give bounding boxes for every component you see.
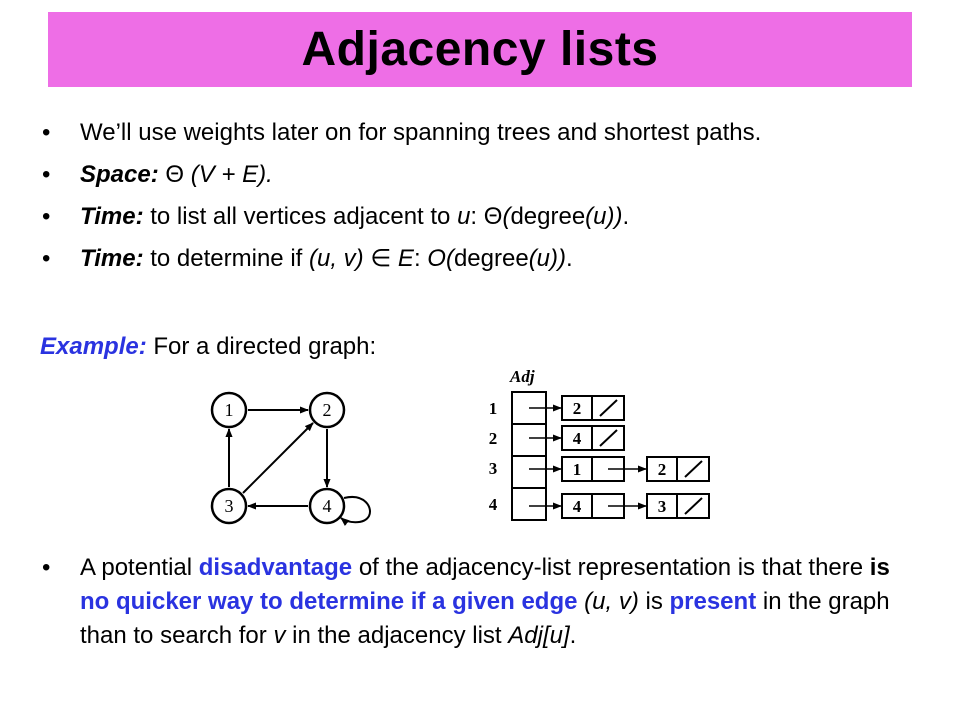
period: . bbox=[566, 245, 573, 272]
separator: : bbox=[470, 203, 484, 230]
adj-index: 1 bbox=[488, 399, 498, 418]
directed-graph bbox=[212, 393, 370, 523]
degree-arg: (u)) bbox=[528, 245, 567, 272]
title-banner bbox=[48, 12, 912, 87]
space-complexity: (V + E). bbox=[184, 161, 273, 188]
example-label: Example: bbox=[40, 333, 147, 360]
node-value: 4 bbox=[572, 497, 582, 516]
bullet-time-list bbox=[40, 200, 920, 234]
edge-pair: (u, v) bbox=[584, 588, 639, 615]
period: . bbox=[569, 622, 577, 649]
highlight-present: present bbox=[669, 588, 757, 615]
vertex-2 bbox=[310, 393, 344, 427]
element-of-symbol: ∈ bbox=[363, 245, 398, 272]
bullet-space bbox=[40, 158, 920, 192]
bullet-dot: • bbox=[42, 161, 51, 188]
var-u: u bbox=[457, 203, 471, 230]
time-label: Time: bbox=[80, 203, 144, 230]
text-fragment: of the adjacency-list representation is that there bbox=[352, 554, 870, 581]
edge-set: E bbox=[397, 245, 414, 272]
adj-index: 2 bbox=[488, 429, 498, 448]
bullet-disadvantage-body bbox=[40, 551, 920, 653]
highlight-is: is bbox=[869, 554, 890, 581]
text-fragment: in the graph than to search for bbox=[80, 588, 890, 649]
bullet-dot: • bbox=[42, 245, 51, 272]
list-node bbox=[647, 494, 709, 518]
edge-4-4-loop bbox=[341, 497, 370, 522]
adj-index: 3 bbox=[488, 459, 498, 478]
vertex-3 bbox=[212, 489, 246, 523]
node-value: 3 bbox=[657, 497, 667, 516]
node-value: 1 bbox=[572, 460, 582, 479]
node-value: 2 bbox=[657, 460, 667, 479]
degree-text: degree bbox=[510, 203, 586, 230]
var-v: v bbox=[273, 622, 286, 649]
bullet-disadvantage bbox=[40, 551, 920, 661]
degree-arg: (u)) bbox=[585, 203, 623, 230]
edge-3-2 bbox=[243, 423, 313, 493]
example-line bbox=[40, 330, 376, 364]
vertex-label: 2 bbox=[322, 400, 332, 420]
degree-text: degree bbox=[453, 245, 529, 272]
vertex-label: 4 bbox=[322, 496, 332, 516]
bullet-text: We’ll use weights later on for spanning trees and shortest paths. bbox=[80, 119, 762, 146]
text-fragment: in the adjacency list bbox=[285, 622, 509, 649]
bullet-weights bbox=[40, 116, 920, 150]
bullet-dot: • bbox=[42, 119, 51, 146]
node-value: 4 bbox=[572, 429, 582, 448]
theta-symbol: Θ bbox=[165, 161, 185, 188]
vertex-1 bbox=[212, 393, 246, 427]
list-node bbox=[647, 457, 709, 481]
highlight-no-quicker: no quicker way to determine if a given edge bbox=[80, 588, 578, 615]
text-fragment: is bbox=[638, 588, 670, 615]
vertex-label: 1 bbox=[224, 400, 234, 420]
time-text: to list all vertices adjacent to bbox=[143, 203, 458, 230]
graph-figure bbox=[195, 368, 735, 533]
vertex-4 bbox=[310, 489, 344, 523]
bullet-dot: • bbox=[42, 203, 51, 230]
time-text: to determine if bbox=[143, 245, 309, 272]
bullet-time-determine bbox=[40, 242, 920, 276]
edge-pair: (u, v) bbox=[309, 245, 364, 272]
adjacency-list bbox=[489, 368, 709, 520]
space-label: Space: bbox=[80, 161, 159, 188]
text-fragment: A potential bbox=[80, 554, 199, 581]
open-paren: ( bbox=[502, 203, 511, 230]
highlight-disadvantage: disadvantage bbox=[198, 554, 353, 581]
theta-symbol: Θ bbox=[483, 203, 503, 230]
separator: : bbox=[413, 245, 428, 272]
adj-index: 4 bbox=[488, 495, 498, 514]
big-o: O( bbox=[427, 245, 454, 272]
bullet-dot: • bbox=[42, 554, 51, 581]
time-label: Time: bbox=[80, 245, 144, 272]
adj-index-u: [u] bbox=[542, 622, 570, 649]
list-node bbox=[562, 396, 624, 420]
example-text: For a directed graph: bbox=[146, 333, 377, 360]
node-value: 2 bbox=[572, 399, 582, 418]
vertex-label: 3 bbox=[224, 496, 234, 516]
period: . bbox=[622, 203, 630, 230]
slide-title: Adjacency lists bbox=[301, 23, 659, 76]
bullet-list bbox=[40, 116, 920, 284]
adj-title: Adj bbox=[510, 368, 535, 386]
adj-name: Adj bbox=[508, 622, 543, 649]
list-node bbox=[562, 426, 624, 450]
